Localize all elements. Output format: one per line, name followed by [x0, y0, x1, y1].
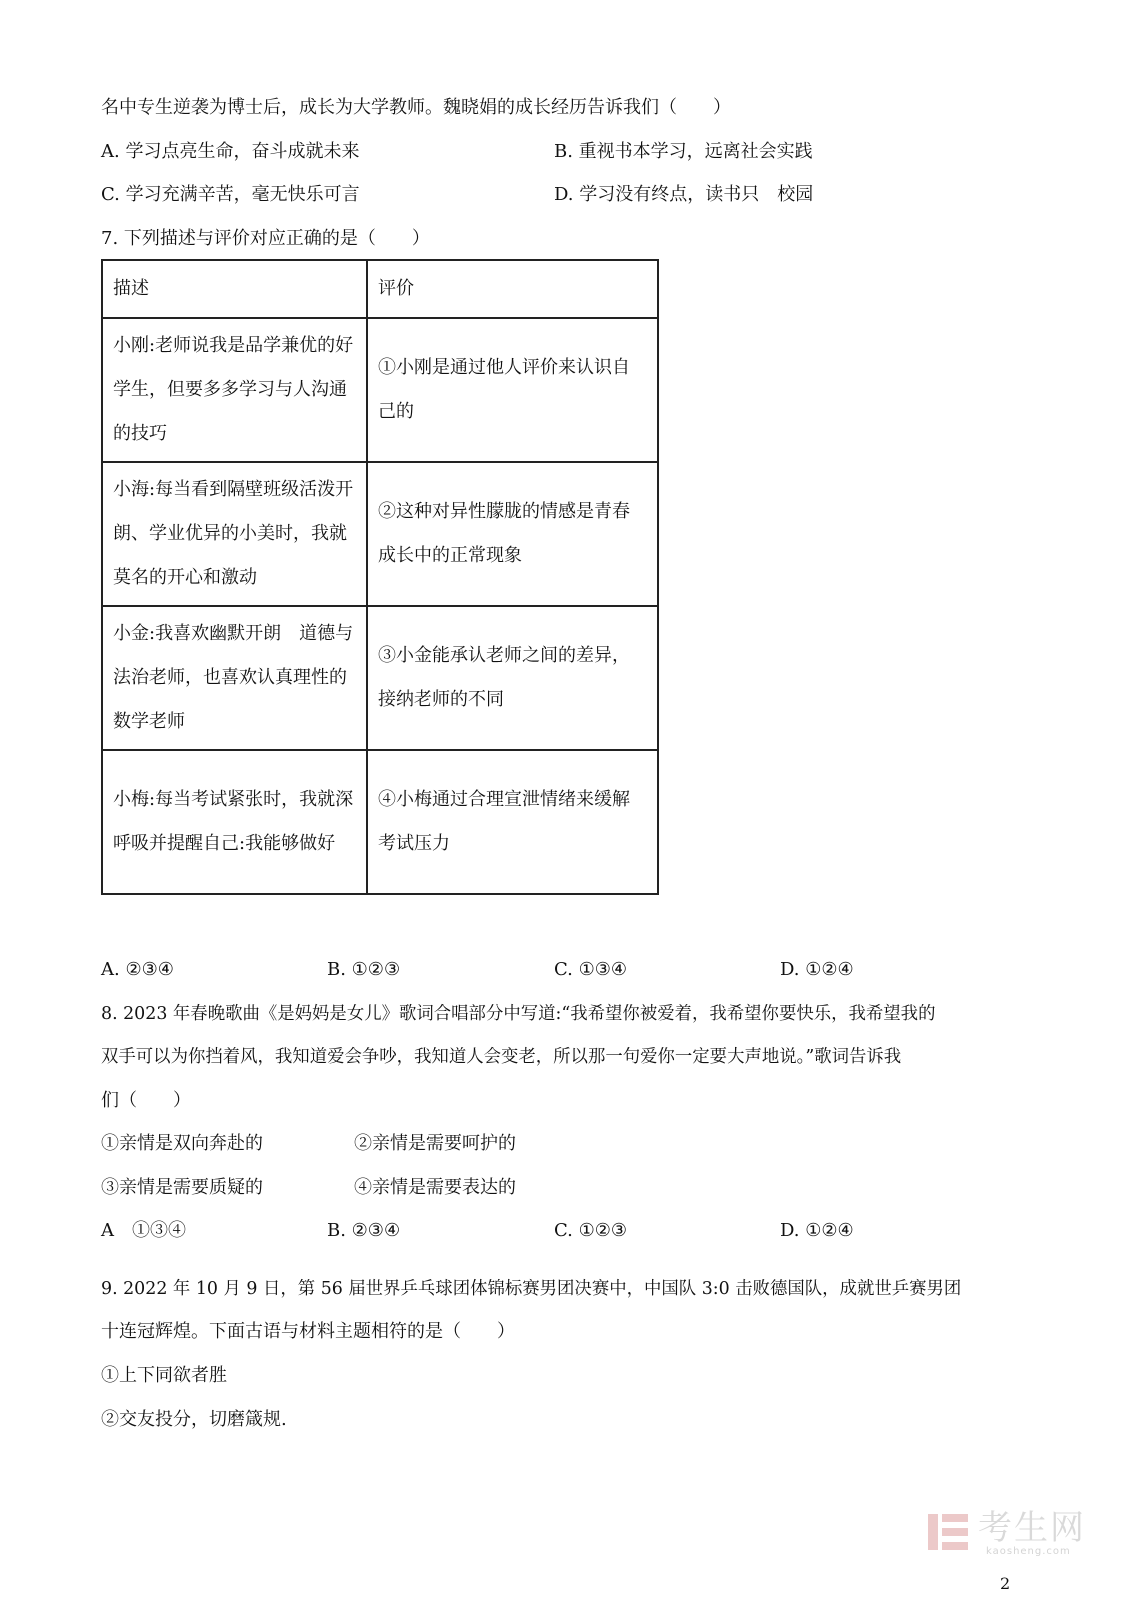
- q9-stem-line2: 十连冠辉煌。下面古语与材料主题相符的是（ ）: [101, 1321, 515, 1342]
- table-cell-evaluation: ②这种对异性朦胧的情感是青春成长中的正常现象: [367, 462, 658, 606]
- q8-option-c: C. ①②③: [554, 1220, 627, 1241]
- table-cell-evaluation: ④小梅通过合理宣泄情绪来缓解考试压力: [367, 750, 658, 894]
- q8-option-a: A ①③④: [101, 1220, 186, 1241]
- q8-item-1: ①亲情是双向奔赴的: [101, 1133, 263, 1154]
- q6-option-b: B. 重视书本学习，远离社会实践: [554, 141, 813, 162]
- q7-option-d: D. ①②④: [780, 959, 854, 980]
- q8-stem-line2: 双手可以为你挡着风，我知道爱会争吵，我知道人会变老，所以那一句爱你一定要大声地说。”歌词告诉我: [101, 1047, 902, 1067]
- table-header-cell: 描述: [102, 260, 367, 318]
- table-cell-description: 小金:我喜欢幽默开朗 道德与法治老师，也喜欢认真理性的数学老师: [102, 606, 367, 750]
- table-cell-evaluation: ③小金能承认老师之间的差异，接纳老师的不同: [367, 606, 658, 750]
- q6-option-c: C. 学习充满辛苦，毫无快乐可言: [101, 184, 360, 205]
- q8-item-2: ②亲情是需要呵护的: [354, 1133, 516, 1154]
- q7-option-c: C. ①③④: [554, 959, 627, 980]
- table-row: [102, 606, 658, 750]
- q8-option-d: D. ①②④: [780, 1220, 854, 1241]
- table-header-row: [102, 260, 658, 318]
- q7-stem: 7. 下列描述与评价对应正确的是（ ）: [101, 228, 430, 249]
- q7-table: [101, 259, 659, 895]
- q9-item-2: ②交友投分，切磨箴规.: [101, 1409, 287, 1430]
- q6-stem-tail: 名中专生逆袭为博士后，成长为大学教师。魏晓娟的成长经历告诉我们（ ）: [101, 97, 731, 118]
- q8-option-b: B. ②③④: [327, 1220, 401, 1241]
- table-cell-description: 小海:每当看到隔壁班级活泼开朗、学业优异的小美时，我就莫名的开心和激动: [102, 462, 367, 606]
- q7-option-a: A. ②③④: [101, 959, 174, 980]
- watermark-name: 考生网: [978, 1508, 1086, 1548]
- kaosheng-logo-icon: [926, 1510, 970, 1554]
- q6-option-a: A. 学习点亮生命，奋斗成就未来: [101, 141, 360, 162]
- q6-option-d: D. 学习没有终点，读书只 校园: [554, 184, 814, 205]
- q8-stem-line1: 8. 2023 年春晚歌曲《是妈妈是女儿》歌词合唱部分中写道:“我希望你被爱着，我希望你要快乐，我希望我的: [101, 1004, 936, 1024]
- watermark-logo: [926, 1508, 1096, 1558]
- watermark-domain: kaosheng.com: [986, 1546, 1071, 1557]
- page-number: 2: [1000, 1574, 1011, 1593]
- q9-stem-line1: 9. 2022 年 10 月 9 日，第 56 届世界乒乓球团体锦标赛男团决赛中，中国队 3:0 击败德国队，成就世乒赛男团: [101, 1279, 962, 1299]
- q9-item-1: ①上下同欲者胜: [101, 1365, 227, 1386]
- q8-item-3: ③亲情是需要质疑的: [101, 1177, 263, 1198]
- q7-option-b: B. ①②③: [327, 959, 401, 980]
- table-cell-description: 小梅:每当考试紧张时，我就深呼吸并提醒自己:我能够做好: [102, 750, 367, 894]
- table-header-cell: 评价: [367, 260, 658, 318]
- table-row: [102, 462, 658, 606]
- table-cell-description: 小刚:老师说我是品学兼优的好学生，但要多多学习与人沟通的技巧: [102, 318, 367, 462]
- table-row: [102, 318, 658, 462]
- q8-item-4: ④亲情是需要表达的: [354, 1177, 516, 1198]
- table-cell-evaluation: ①小刚是通过他人评价来认识自己的: [367, 318, 658, 462]
- table-row: [102, 750, 658, 894]
- q8-stem-line3: 们（ ）: [101, 1090, 191, 1111]
